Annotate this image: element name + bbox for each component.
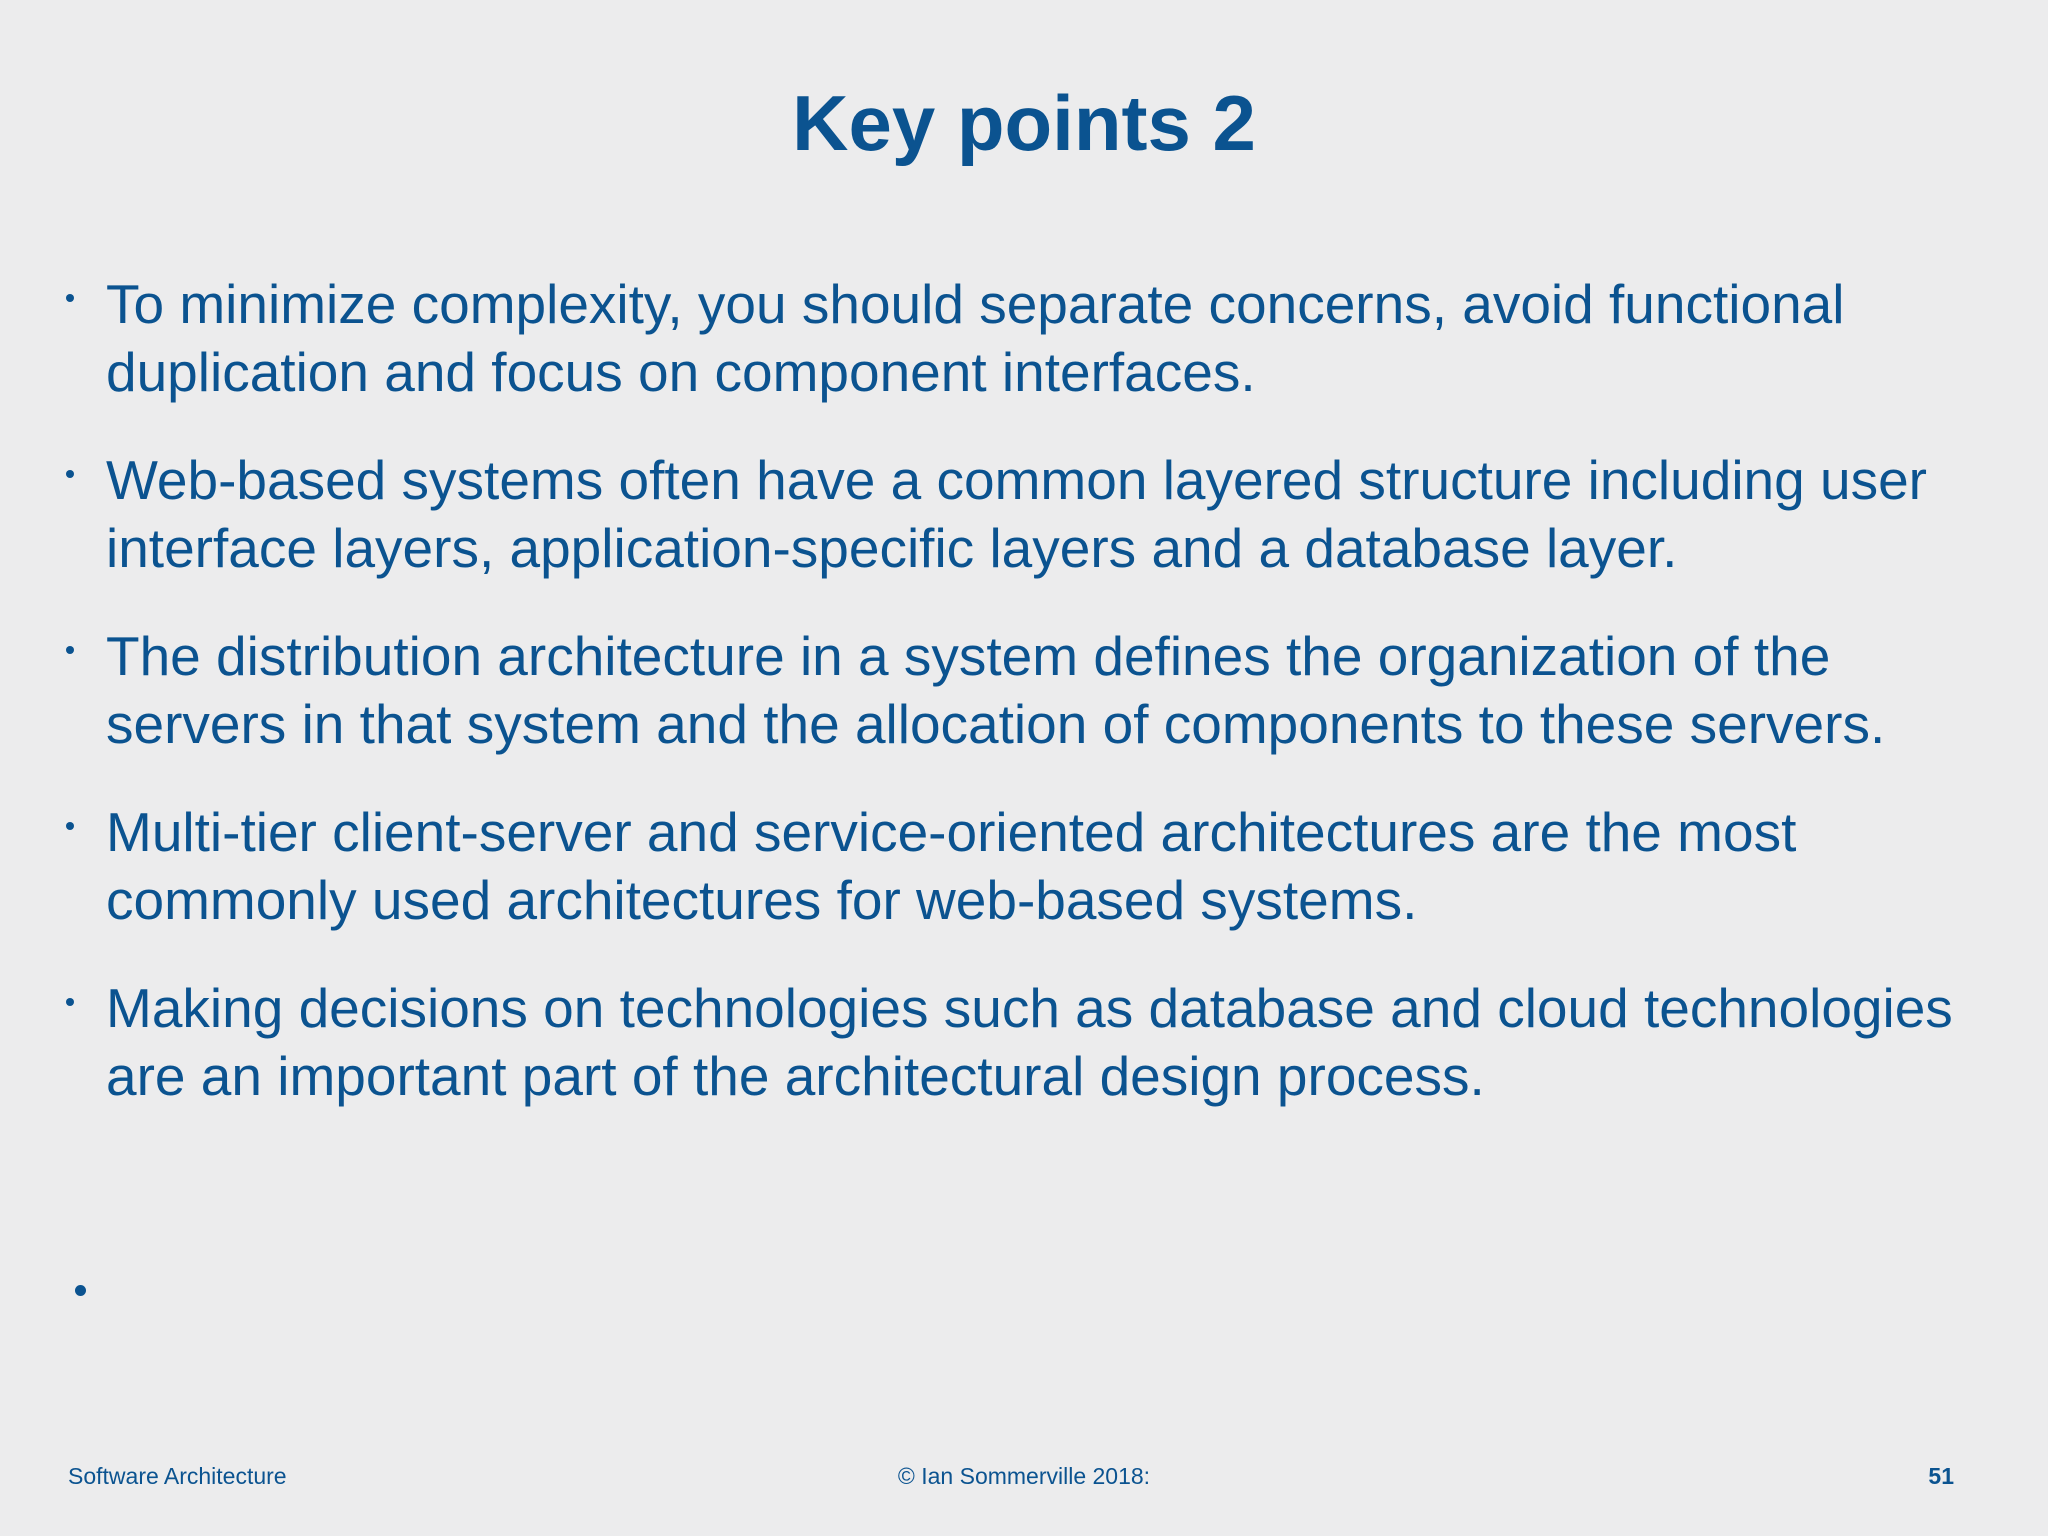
bullet-dot-icon <box>66 822 74 830</box>
bullet-dot-icon <box>66 646 74 654</box>
bullet-text: To minimize complexity, you should separate concerns, avoid functional duplication and focus on component interfaces. <box>106 273 1845 403</box>
bullet-text: Making decisions on technologies such as database and cloud technologies are an important part of the architectural design process. <box>106 977 1953 1107</box>
footer-page-number: 51 <box>1928 1463 1954 1489</box>
empty-bullet-dot-icon <box>75 1285 86 1296</box>
bullet-dot-icon <box>66 998 74 1006</box>
bullet-text: The distribution architecture in a system defines the organization of the servers in that system and the allocation of components to these servers. <box>106 625 1886 755</box>
bullet-list <box>66 270 1996 1150</box>
bullet-dot-icon <box>66 470 74 478</box>
footer-course-title: Software Architecture <box>68 1463 287 1489</box>
bullet-item-1 <box>66 270 1996 406</box>
bullet-dot-icon <box>66 294 74 302</box>
bullet-item-2 <box>66 446 1996 582</box>
bullet-item-5 <box>66 974 1996 1110</box>
slide-title: Key points 2 <box>792 79 1256 167</box>
bullet-text: Web-based systems often have a common layered structure including user interface layers, application-specific layers and a database layer. <box>106 449 1927 579</box>
footer-copyright: © Ian Sommerville 2018: <box>897 1463 1151 1489</box>
bullet-text: Multi-tier client-server and service-oriented architectures are the most commonly used architectures for web-based systems. <box>106 801 1797 931</box>
bullet-item-3 <box>66 622 1996 758</box>
bullet-item-4 <box>66 798 1996 934</box>
